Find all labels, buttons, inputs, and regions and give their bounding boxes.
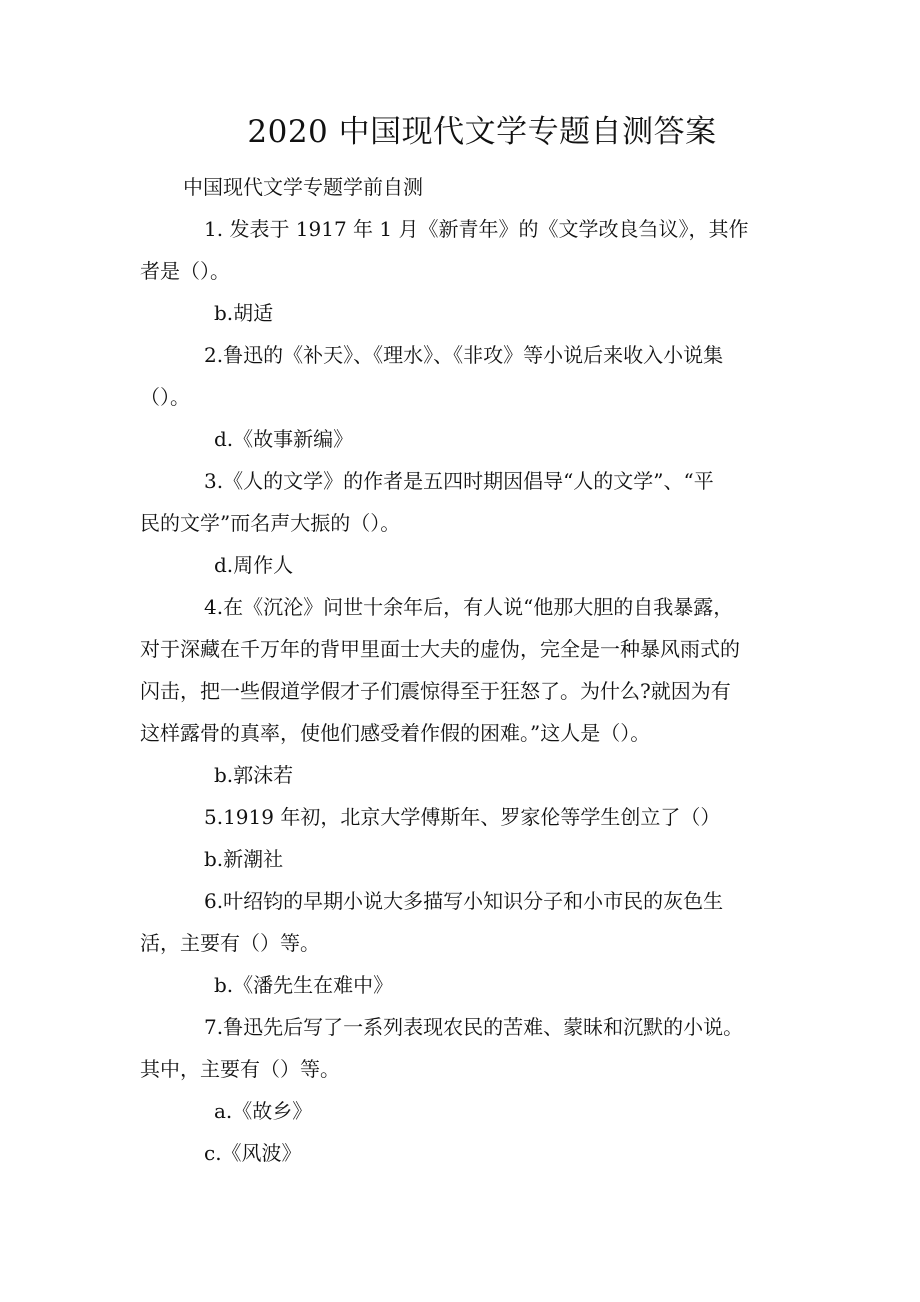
answer-7a: a.《故乡》 [214, 1099, 313, 1123]
answer-3: d.周作人 [214, 553, 294, 577]
answer-2: d.《故事新编》 [214, 427, 354, 451]
question-4-line-2: 对于深藏在千万年的背甲里面士大夫的虚伪，完全是一种暴风雨式的 [140, 637, 740, 661]
question-4-line-1: 4.在《沉沦》问世十余年后，有人说“他那大胆的自我暴露， [204, 595, 734, 619]
answer-1: b.胡适 [214, 301, 274, 325]
question-4-line-4: 这样露骨的真率，使他们感受着作假的困难。”这人是（）。 [140, 721, 651, 745]
question-6-line-1: 6.叶绍钧的早期小说大多描写小知识分子和小市民的灰色生 [204, 889, 724, 913]
question-7-line-2: 其中，主要有（）等。 [140, 1057, 340, 1081]
question-5-line-1: 5.1919 年初，北京大学傅斯年、罗家伦等学生创立了（） [204, 805, 721, 829]
answer-4: b.郭沫若 [214, 763, 294, 787]
question-3-line-2: 民的文学”而名声大振的（）。 [140, 511, 401, 535]
answer-7c: c.《风波》 [204, 1141, 302, 1165]
section-heading: 中国现代文学专题学前自测 [183, 175, 423, 199]
question-7-line-1: 7.鲁迅先后写了一系列表现农民的苦难、蒙昧和沉默的小说。 [204, 1015, 744, 1039]
question-4-line-3: 闪击，把一些假道学假才子们震惊得至于狂怒了。为什么?就因为有 [140, 679, 731, 703]
question-6-line-2: 活，主要有（）等。 [140, 931, 320, 955]
question-1-line-2: 者是（）。 [140, 259, 230, 283]
answer-6: b.《潘先生在难中》 [214, 973, 394, 997]
question-2-line-2: （）。 [140, 385, 190, 409]
question-1-line-1: 1. 发表于 1917 年 1 月《新青年》的《文学改良刍议》，其作 [204, 217, 749, 241]
question-3-line-1: 3.《人的文学》的作者是五四时期因倡导“人的文学”、“平 [204, 469, 714, 493]
answer-5: b.新潮社 [204, 847, 284, 871]
question-2-line-1: 2.鲁迅的《补天》、《理水》、《非攻》等小说后来收入小说集 [204, 343, 724, 367]
document-title: 2020 中国现代文学专题自测答案 [247, 114, 717, 150]
